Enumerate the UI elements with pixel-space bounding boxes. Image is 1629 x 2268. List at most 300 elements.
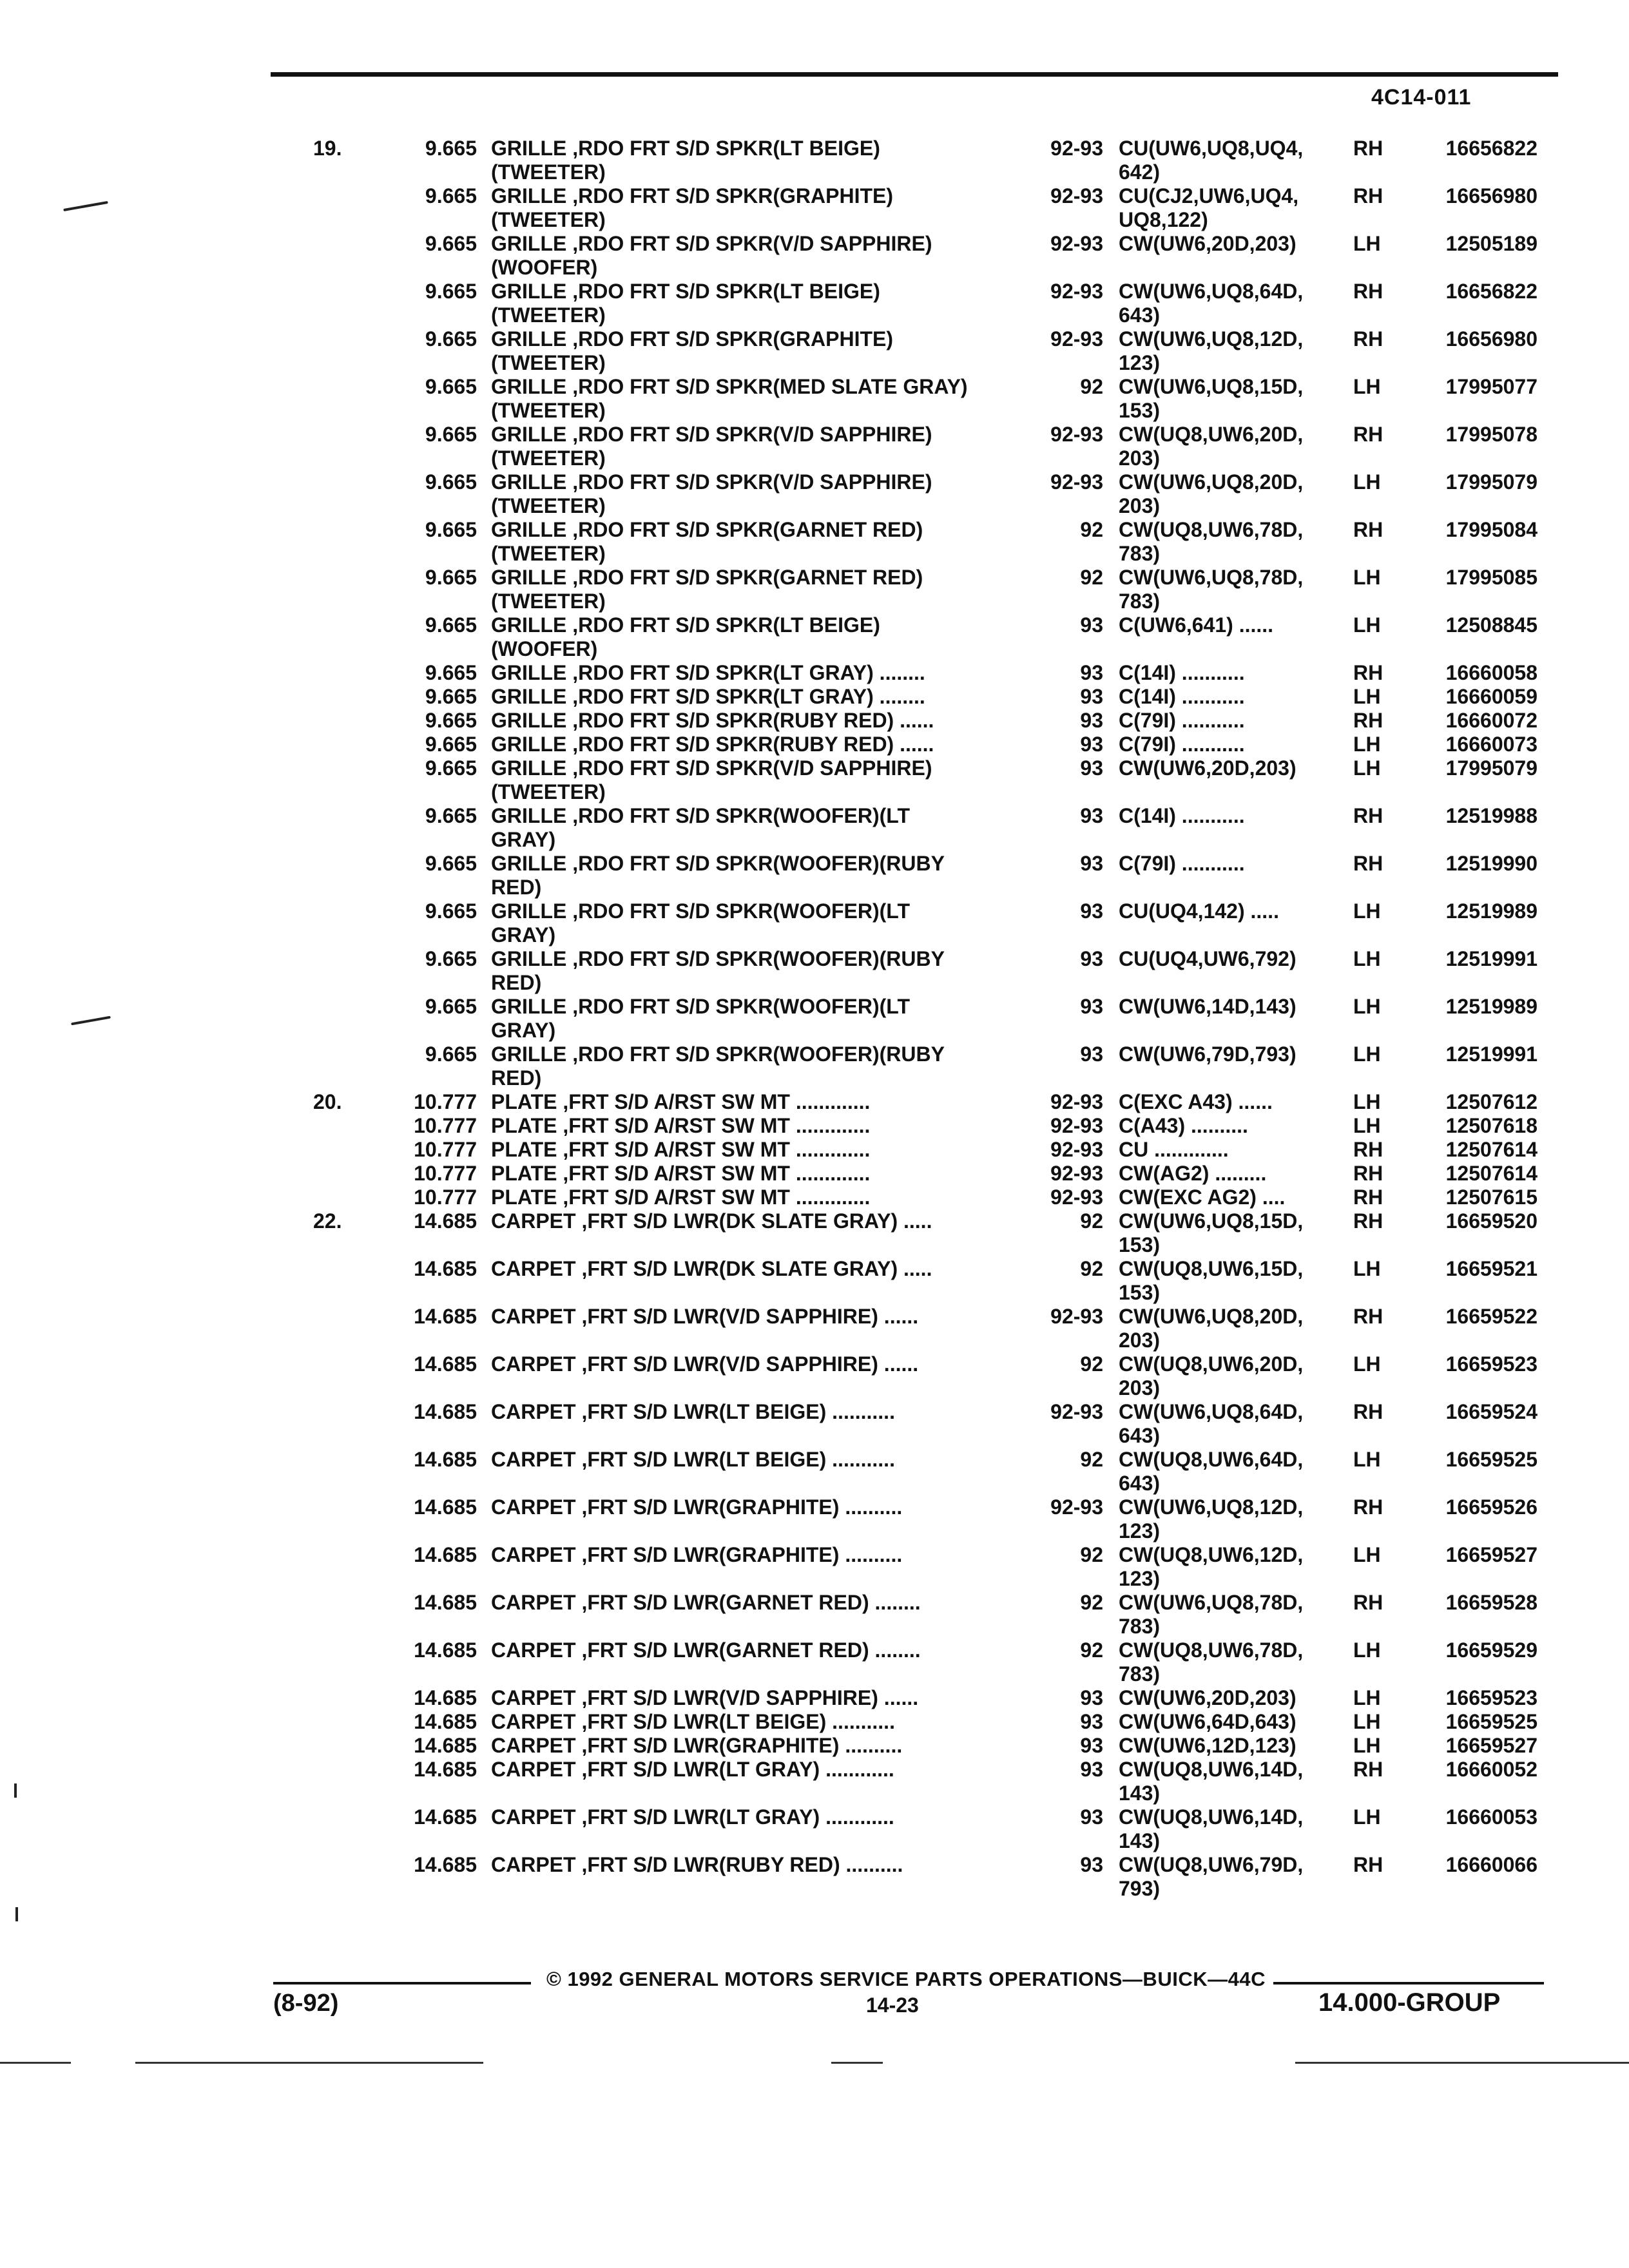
description [491, 137, 1026, 160]
side: LH [1353, 1257, 1381, 1280]
illustration-number: 9.665 [425, 947, 477, 970]
part-description: ,RDO FRT S/D SPKR(GRAPHITE) [572, 327, 893, 351]
description [491, 613, 1026, 637]
model-years: 92-93 [1050, 1090, 1103, 1113]
illustration-number: 9.665 [425, 423, 477, 446]
revision-date: (8-92) [273, 1990, 339, 2017]
model-usage: CW(UQ8,UW6,20D, [1119, 1352, 1304, 1376]
illustration-number: 9.665 [425, 899, 477, 923]
part-description: ,FRT S/D LWR(GARNET RED) ........ [581, 1639, 921, 1662]
part-description: ,RDO FRT S/D SPKR(GARNET RED) [572, 518, 923, 541]
description [491, 1495, 1026, 1519]
side: RH [1353, 1186, 1383, 1209]
description-continued: (TWEETER) [491, 208, 606, 231]
side: LH [1353, 1090, 1381, 1113]
model-usage-continued: 153) [1119, 1233, 1161, 1256]
part-description: ,RDO FRT S/D SPKR(LT BEIGE) [572, 280, 880, 303]
illustration-number: 9.665 [425, 1043, 477, 1066]
model-usage: CW(UQ8,UW6,14D, [1119, 1758, 1304, 1781]
part-noun: CARPET [491, 1758, 576, 1781]
side: RH [1353, 184, 1383, 207]
part-description: ,FRT S/D LWR(LT BEIGE) ........... [581, 1710, 895, 1733]
part-description: ,RDO FRT S/D SPKR(LT GRAY) ........ [572, 685, 925, 708]
part-number: 16659525 [1445, 1710, 1537, 1733]
illustration-number: 9.665 [425, 566, 477, 589]
model-usage-continued: 643) [1119, 1472, 1161, 1495]
side: LH [1353, 1448, 1381, 1471]
part-noun: GRILLE [491, 685, 567, 708]
model-usage: CW(UQ8,UW6,15D, [1119, 1257, 1304, 1280]
part-noun: GRILLE [491, 137, 567, 160]
description [491, 899, 1026, 923]
part-noun: CARPET [491, 1495, 576, 1519]
side: RH [1353, 1591, 1383, 1614]
part-description: ,RDO FRT S/D SPKR(V/D SAPPHIRE) [572, 470, 932, 494]
part-noun: CARPET [491, 1257, 576, 1280]
model-usage: C(14I) ........... [1119, 661, 1245, 684]
side: LH [1353, 899, 1381, 923]
illustration-number: 9.665 [425, 685, 477, 708]
description [491, 1090, 1026, 1114]
illustration-number: 14.685 [414, 1686, 477, 1709]
illustration-number: 14.685 [414, 1805, 477, 1829]
page-code: 4C14-011 [1371, 85, 1472, 110]
model-usage: C(EXC A43) ...... [1119, 1090, 1273, 1113]
part-noun: CARPET [491, 1710, 576, 1733]
part-noun: CARPET [491, 1686, 576, 1709]
model-years: 92-93 [1050, 232, 1103, 255]
model-usage-continued: 203) [1119, 494, 1161, 517]
description-continued: GRAY) [491, 828, 556, 851]
part-noun: GRILLE [491, 899, 567, 923]
description [491, 1162, 1026, 1186]
part-noun: CARPET [491, 1543, 576, 1566]
side: RH [1353, 1495, 1383, 1519]
part-description: ,RDO FRT S/D SPKR(GRAPHITE) [572, 184, 893, 207]
model-years: 93 [1080, 685, 1103, 708]
description [491, 1853, 1026, 1877]
part-description: ,RDO FRT S/D SPKR(WOOFER)(LT [572, 899, 911, 923]
margin-mark [71, 1016, 111, 1026]
part-noun: PLATE [491, 1138, 557, 1161]
side: LH [1353, 1805, 1381, 1829]
model-usage-continued: UQ8,122) [1119, 208, 1208, 231]
part-description: ,FRT S/D LWR(GRAPHITE) .......... [581, 1734, 903, 1757]
part-description: ,RDO FRT S/D SPKR(LT GRAY) ........ [572, 661, 925, 684]
illustration-number: 9.665 [425, 137, 477, 160]
part-description: ,RDO FRT S/D SPKR(WOOFER)(RUBY [572, 947, 945, 970]
illustration-number: 9.665 [425, 470, 477, 494]
part-noun: PLATE [491, 1186, 557, 1209]
part-number: 12507614 [1445, 1138, 1537, 1161]
part-description: ,RDO FRT S/D SPKR(MED SLATE GRAY) [572, 375, 968, 398]
side: RH [1353, 280, 1383, 303]
description-continued: (TWEETER) [491, 351, 606, 374]
side: RH [1353, 327, 1383, 351]
model-usage: C(A43) .......... [1119, 1114, 1248, 1137]
ref-number: 19. [313, 137, 342, 160]
side: RH [1353, 1209, 1383, 1233]
model-usage-continued: 783) [1119, 1615, 1161, 1638]
description [491, 1448, 1026, 1472]
illustration-number: 14.685 [414, 1853, 477, 1876]
part-noun: CARPET [491, 1352, 576, 1376]
part-number: 12507614 [1445, 1162, 1537, 1185]
model-usage: CW(UW6,UQ8,12D, [1119, 1495, 1304, 1519]
description [491, 852, 1026, 876]
model-usage-continued: 143) [1119, 1829, 1161, 1852]
side: LH [1353, 1543, 1381, 1566]
illustration-number: 14.685 [414, 1639, 477, 1662]
description [491, 1805, 1026, 1829]
description [491, 661, 1026, 685]
side: LH [1353, 1114, 1381, 1137]
description [491, 995, 1026, 1019]
part-number: 17995084 [1445, 518, 1537, 541]
model-usage: CW(UQ8,UW6,79D, [1119, 1853, 1304, 1876]
description [491, 1305, 1026, 1329]
illustration-number: 9.665 [425, 661, 477, 684]
part-noun: CARPET [491, 1734, 576, 1757]
part-description: ,FRT S/D LWR(V/D SAPPHIRE) ...... [581, 1305, 919, 1328]
part-number: 16659522 [1445, 1305, 1537, 1328]
side: RH [1353, 518, 1383, 541]
description-continued: (WOOFER) [491, 637, 598, 660]
illustration-number: 9.665 [425, 375, 477, 398]
description [491, 1138, 1026, 1162]
part-description: ,FRT S/D LWR(LT GRAY) ............ [581, 1805, 894, 1829]
side: LH [1353, 756, 1381, 780]
part-noun: GRILLE [491, 1043, 567, 1066]
model-usage-continued: 642) [1119, 160, 1161, 184]
part-number: 16656822 [1445, 137, 1537, 160]
part-noun: CARPET [491, 1448, 576, 1471]
part-number: 12519988 [1445, 804, 1537, 827]
description [491, 566, 1026, 590]
part-description: ,FRT S/D LWR(V/D SAPPHIRE) ...... [581, 1352, 919, 1376]
part-number: 12508845 [1445, 613, 1537, 637]
model-usage-continued: 203) [1119, 447, 1161, 470]
part-number: 16659526 [1445, 1495, 1537, 1519]
model-years: 92 [1080, 1591, 1103, 1614]
part-description: ,RDO FRT S/D SPKR(WOOFER)(LT [572, 804, 911, 827]
description-continued: (TWEETER) [491, 494, 606, 517]
model-usage: CU(CJ2,UW6,UQ4, [1119, 184, 1299, 207]
model-usage-continued: 783) [1119, 1662, 1161, 1686]
model-usage: CW(UW6,UQ8,15D, [1119, 1209, 1304, 1233]
side: LH [1353, 685, 1381, 708]
model-usage: C(14I) ........... [1119, 685, 1245, 708]
side: LH [1353, 1734, 1381, 1757]
part-number: 16659523 [1445, 1352, 1537, 1376]
part-description: ,RDO FRT S/D SPKR(V/D SAPPHIRE) [572, 756, 932, 780]
model-usage: CW(UW6,UQ8,12D, [1119, 327, 1304, 351]
part-description: ,RDO FRT S/D SPKR(WOOFER)(LT [572, 995, 911, 1018]
model-years: 92-93 [1050, 1114, 1103, 1137]
model-years: 92-93 [1050, 137, 1103, 160]
illustration-number: 14.685 [414, 1543, 477, 1566]
side: RH [1353, 1853, 1383, 1876]
description-continued: RED) [491, 1066, 542, 1090]
side: LH [1353, 1686, 1381, 1709]
model-years: 93 [1080, 661, 1103, 684]
description [491, 804, 1026, 828]
part-number: 12519989 [1445, 995, 1537, 1018]
part-number: 16659527 [1445, 1543, 1537, 1566]
description [491, 1734, 1026, 1758]
side: LH [1353, 947, 1381, 970]
model-usage: CW(UW6,20D,203) [1119, 1686, 1296, 1709]
part-number: 16659520 [1445, 1209, 1537, 1233]
description [491, 280, 1026, 303]
footer-rule-right [1273, 1982, 1544, 1984]
part-description: ,FRT S/D LWR(LT BEIGE) ........... [581, 1400, 895, 1423]
part-noun: GRILLE [491, 613, 567, 637]
part-noun: CARPET [491, 1639, 576, 1662]
model-usage-continued: 643) [1119, 303, 1161, 327]
part-number: 16660059 [1445, 685, 1537, 708]
model-usage: CW(UW6,12D,123) [1119, 1734, 1296, 1757]
model-years: 93 [1080, 756, 1103, 780]
model-usage-continued: 783) [1119, 590, 1161, 613]
model-years: 93 [1080, 1043, 1103, 1066]
part-noun: GRILLE [491, 280, 567, 303]
part-description: ,RDO FRT S/D SPKR(GARNET RED) [572, 566, 923, 589]
part-description: ,FRT S/D A/RST SW MT ............. [563, 1138, 871, 1161]
description-continued: (TWEETER) [491, 303, 606, 327]
model-years: 92 [1080, 1543, 1103, 1566]
part-number: 17995079 [1445, 470, 1537, 494]
model-years: 93 [1080, 709, 1103, 732]
description [491, 756, 1026, 780]
description [491, 1114, 1026, 1138]
model-years: 92-93 [1050, 280, 1103, 303]
side: RH [1353, 1305, 1383, 1328]
part-number: 17995077 [1445, 375, 1537, 398]
description [491, 1686, 1026, 1710]
part-number: 16659529 [1445, 1639, 1537, 1662]
description [491, 1209, 1026, 1233]
model-years: 93 [1080, 1686, 1103, 1709]
illustration-number: 10.777 [414, 1162, 477, 1185]
model-usage: C(UW6,641) ...... [1119, 613, 1274, 637]
description-continued: (TWEETER) [491, 590, 606, 613]
description-continued: (TWEETER) [491, 447, 606, 470]
model-usage: CW(UQ8,UW6,12D, [1119, 1543, 1304, 1566]
part-noun: PLATE [491, 1114, 557, 1137]
part-noun: GRILLE [491, 709, 567, 732]
part-number: 16659524 [1445, 1400, 1537, 1423]
model-years: 92-93 [1050, 1305, 1103, 1328]
part-noun: GRILLE [491, 852, 567, 875]
model-years: 92 [1080, 1257, 1103, 1280]
part-description: ,RDO FRT S/D SPKR(WOOFER)(RUBY [572, 852, 945, 875]
description [491, 1543, 1026, 1567]
side: LH [1353, 1710, 1381, 1733]
part-noun: CARPET [491, 1591, 576, 1614]
part-number: 16659528 [1445, 1591, 1537, 1614]
part-number: 16660072 [1445, 709, 1537, 732]
side: LH [1353, 733, 1381, 756]
part-description: ,FRT S/D LWR(DK SLATE GRAY) ..... [581, 1209, 932, 1233]
description [491, 423, 1026, 447]
model-usage: C(79I) ........... [1119, 709, 1245, 732]
model-usage: CW(UW6,UQ8,64D, [1119, 280, 1304, 303]
illustration-number: 10.777 [414, 1186, 477, 1209]
part-description: ,RDO FRT S/D SPKR(RUBY RED) ...... [572, 709, 934, 732]
model-years: 92-93 [1050, 1495, 1103, 1519]
illustration-number: 9.665 [425, 804, 477, 827]
model-years: 93 [1080, 852, 1103, 875]
part-number: 16660066 [1445, 1853, 1537, 1876]
illustration-number: 14.685 [414, 1495, 477, 1519]
part-noun: PLATE [491, 1162, 557, 1185]
part-noun: GRILLE [491, 423, 567, 446]
model-years: 92 [1080, 1352, 1103, 1376]
part-number: 12519990 [1445, 852, 1537, 875]
side: RH [1353, 852, 1383, 875]
part-description: ,FRT S/D A/RST SW MT ............. [563, 1186, 871, 1209]
model-usage: CW(UQ8,UW6,78D, [1119, 1639, 1304, 1662]
illustration-number: 9.665 [425, 518, 477, 541]
model-usage: CW(UW6,79D,793) [1119, 1043, 1296, 1066]
model-years: 93 [1080, 1805, 1103, 1829]
part-number: 16659521 [1445, 1257, 1537, 1280]
side: RH [1353, 1758, 1383, 1781]
illustration-number: 9.665 [425, 756, 477, 780]
model-usage-continued: 203) [1119, 1329, 1161, 1352]
model-years: 92-93 [1050, 1162, 1103, 1185]
side: LH [1353, 995, 1381, 1018]
model-usage: CW(UW6,UQ8,64D, [1119, 1400, 1304, 1423]
illustration-number: 9.665 [425, 995, 477, 1018]
part-number: 16660058 [1445, 661, 1537, 684]
description-continued: RED) [491, 876, 542, 899]
side: LH [1353, 1352, 1381, 1376]
model-years: 92-93 [1050, 1400, 1103, 1423]
part-noun: GRILLE [491, 756, 567, 780]
side: LH [1353, 470, 1381, 494]
part-number: 12507612 [1445, 1090, 1537, 1113]
illustration-number: 9.665 [425, 709, 477, 732]
part-description: ,RDO FRT S/D SPKR(V/D SAPPHIRE) [572, 232, 932, 255]
description [491, 733, 1026, 756]
illustration-number: 10.777 [414, 1138, 477, 1161]
side: RH [1353, 423, 1383, 446]
description [491, 1400, 1026, 1424]
model-years: 93 [1080, 804, 1103, 827]
part-number: 16659525 [1445, 1448, 1537, 1471]
part-number: 16656822 [1445, 280, 1537, 303]
part-number: 12505189 [1445, 232, 1537, 255]
description-continued: (TWEETER) [491, 160, 606, 184]
group-label: 14.000-GROUP [1318, 1988, 1501, 2017]
model-years: 93 [1080, 733, 1103, 756]
model-usage: CW(UW6,UQ8,78D, [1119, 1591, 1304, 1614]
part-description: ,FRT S/D LWR(LT BEIGE) ........... [581, 1448, 895, 1471]
illustration-number: 14.685 [414, 1734, 477, 1757]
part-description: ,FRT S/D LWR(LT GRAY) ............ [581, 1758, 894, 1781]
model-usage-continued: 123) [1119, 1519, 1161, 1542]
model-usage: CW(UQ8,UW6,14D, [1119, 1805, 1304, 1829]
model-years: 92 [1080, 1209, 1103, 1233]
model-usage: CW(UW6,UQ8,15D, [1119, 375, 1304, 398]
part-noun: GRILLE [491, 733, 567, 756]
part-number: 16659523 [1445, 1686, 1537, 1709]
side: RH [1353, 1138, 1383, 1161]
illustration-number: 14.685 [414, 1257, 477, 1280]
illustration-number: 9.665 [425, 327, 477, 351]
side: RH [1353, 137, 1383, 160]
model-usage-continued: 783) [1119, 542, 1161, 565]
bottom-rule [1295, 2062, 1629, 2064]
bottom-rule [0, 2062, 71, 2064]
part-number: 12519989 [1445, 899, 1537, 923]
model-usage-continued: 153) [1119, 399, 1161, 422]
bottom-rule [831, 2062, 883, 2064]
part-noun: GRILLE [491, 232, 567, 255]
model-years: 93 [1080, 1853, 1103, 1876]
model-usage-continued: 643) [1119, 1424, 1161, 1447]
part-description: ,RDO FRT S/D SPKR(RUBY RED) ...... [572, 733, 934, 756]
header-rule [271, 72, 1558, 77]
illustration-number: 9.665 [425, 613, 477, 637]
model-years: 93 [1080, 1758, 1103, 1781]
part-description: ,RDO FRT S/D SPKR(LT BEIGE) [572, 613, 880, 637]
part-noun: GRILLE [491, 947, 567, 970]
model-usage: CW(EXC AG2) .... [1119, 1186, 1286, 1209]
model-usage: CW(AG2) ......... [1119, 1162, 1267, 1185]
part-number: 12519991 [1445, 947, 1537, 970]
description [491, 470, 1026, 494]
ref-number: 22. [313, 1209, 342, 1233]
part-description: ,FRT S/D LWR(DK SLATE GRAY) ..... [581, 1257, 932, 1280]
model-years: 92-93 [1050, 1186, 1103, 1209]
illustration-number: 9.665 [425, 280, 477, 303]
illustration-number: 14.685 [414, 1209, 477, 1233]
side: RH [1353, 804, 1383, 827]
illustration-number: 9.665 [425, 733, 477, 756]
part-noun: GRILLE [491, 375, 567, 398]
side: LH [1353, 232, 1381, 255]
description [491, 685, 1026, 709]
part-noun: CARPET [491, 1853, 576, 1876]
side: LH [1353, 1043, 1381, 1066]
model-usage: CW(UW6,20D,203) [1119, 756, 1296, 780]
model-usage-continued: 123) [1119, 351, 1161, 374]
model-years: 92 [1080, 1639, 1103, 1662]
part-number: 12507615 [1445, 1186, 1537, 1209]
model-usage: CU(UQ4,142) ..... [1119, 899, 1279, 923]
description [491, 709, 1026, 733]
description [491, 232, 1026, 256]
side: LH [1353, 1639, 1381, 1662]
side: LH [1353, 613, 1381, 637]
model-years: 93 [1080, 995, 1103, 1018]
model-usage: CW(UW6,14D,143) [1119, 995, 1296, 1018]
model-years: 93 [1080, 613, 1103, 637]
model-years: 93 [1080, 899, 1103, 923]
model-usage-continued: 203) [1119, 1376, 1161, 1399]
description [491, 375, 1026, 399]
model-usage-continued: 123) [1119, 1567, 1161, 1590]
part-number: 16656980 [1445, 184, 1537, 207]
model-usage: CW(UQ8,UW6,20D, [1119, 423, 1304, 446]
part-number: 16656980 [1445, 327, 1537, 351]
description [491, 1758, 1026, 1782]
model-years: 92-93 [1050, 1138, 1103, 1161]
model-usage: CW(UW6,UQ8,20D, [1119, 470, 1304, 494]
